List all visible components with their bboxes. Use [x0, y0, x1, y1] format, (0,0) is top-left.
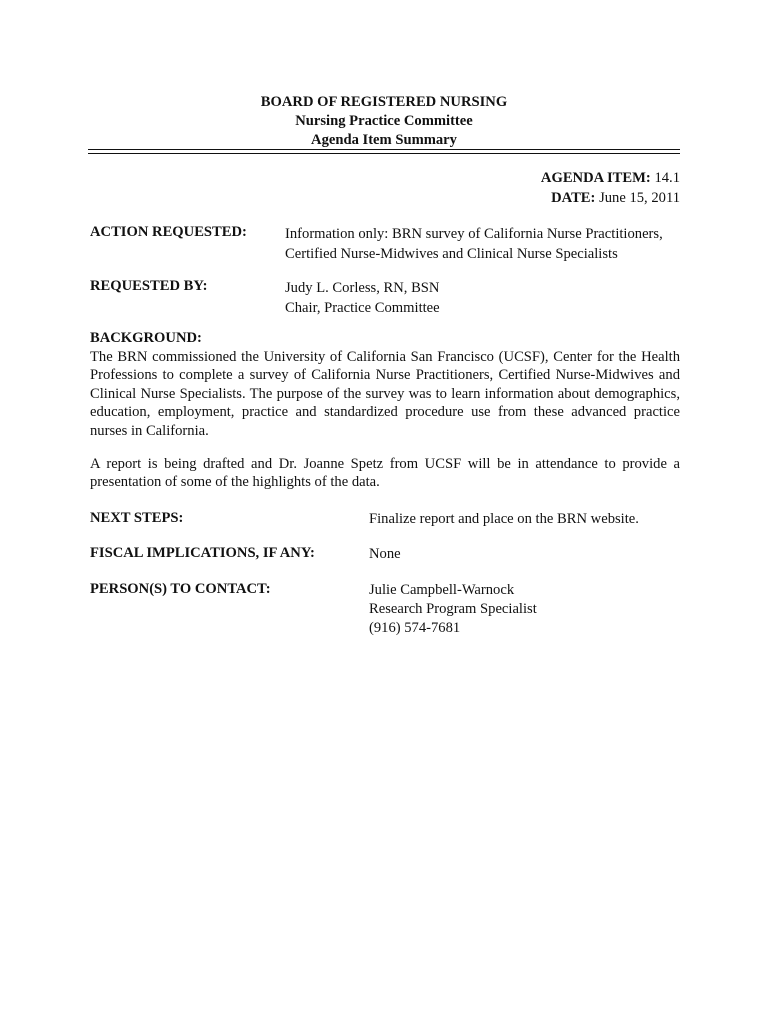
- contact-value: [369, 581, 537, 638]
- fiscal-implications-value: None: [369, 546, 401, 562]
- agenda-item-value: 14.1: [654, 170, 680, 186]
- document-header: [88, 93, 680, 150]
- header-double-rule: [88, 149, 680, 154]
- action-requested-label: ACTION REQUESTED:: [90, 224, 247, 240]
- agenda-meta: [541, 168, 680, 208]
- header-document-type: Agenda Item Summary: [311, 132, 457, 148]
- action-requested-line: Information only: BRN survey of California Nurse Practitioners,: [285, 226, 663, 242]
- fiscal-implications-label: FISCAL IMPLICATIONS, IF ANY:: [90, 545, 315, 561]
- agenda-date-line: [541, 188, 680, 208]
- contact-label: PERSON(S) TO CONTACT:: [90, 581, 271, 597]
- agenda-date-value: June 15, 2011: [599, 190, 680, 206]
- header-organization: BOARD OF REGISTERED NURSING: [260, 94, 508, 110]
- requested-by-name: Judy L. Corless, RN, BSN: [285, 280, 440, 296]
- agenda-item-line: [541, 168, 680, 188]
- background-heading: BACKGROUND:: [90, 330, 202, 346]
- agenda-item-label: AGENDA ITEM:: [540, 170, 651, 186]
- next-steps-label: NEXT STEPS:: [90, 510, 184, 526]
- next-steps-value: Finalize report and place on the BRN website.: [369, 511, 639, 527]
- contact-name: Julie Campbell-Warnock: [369, 582, 515, 598]
- background-paragraph: A report is being drafted and Dr. Joanne Spetz from UCSF will be in attendance to provide a presentation of some of the highlights of the data.: [90, 456, 680, 491]
- contact-phone: (916) 574-7681: [369, 620, 461, 636]
- action-requested-line: Certified Nurse-Midwives and Clinical Nurse Specialists: [285, 246, 618, 262]
- header-committee: Nursing Practice Committee: [295, 113, 473, 129]
- requested-by-label: REQUESTED BY:: [90, 278, 208, 294]
- action-requested-value: [285, 224, 663, 264]
- agenda-date-label: DATE:: [551, 190, 596, 206]
- requested-by-title: Chair, Practice Committee: [285, 300, 440, 316]
- contact-title: Research Program Specialist: [369, 601, 537, 617]
- background-paragraph: The BRN commissioned the University of California San Francisco (UCSF), Center for the Health Professions to complete a survey of California Nurse Practitioners, Certified Nurse-Midwives and Clinical Nurse Specialists. The purpose of the survey was to learn information about demographics, education, employment, practice and standardized procedure use from these advanced practice nurses in California.: [90, 349, 680, 439]
- requested-by-value: [285, 278, 440, 318]
